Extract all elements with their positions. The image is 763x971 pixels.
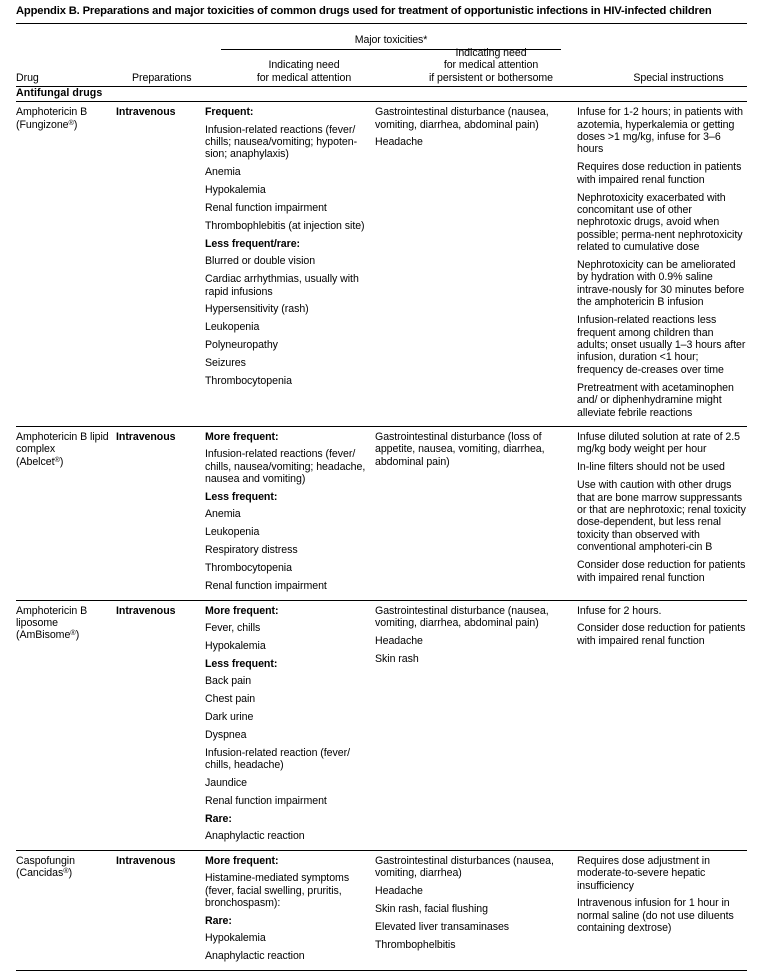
drug-table xyxy=(16,102,747,970)
toxicity-medical-item: Polyneuropathy xyxy=(205,339,278,352)
column-header-toxicity-medical-attention: Indicating need for medical attention xyxy=(256,59,352,84)
toxicity-medical-item: Dark urine xyxy=(205,710,254,723)
drug-brand-name: (Fungizone®) xyxy=(16,117,78,131)
toxicity-medical-item: Anaphylactic reaction xyxy=(205,830,305,843)
cell-toxicity-medical-attention xyxy=(205,426,375,600)
special-instruction-item: Consider dose reduction for patients with impaired renal function xyxy=(577,622,746,647)
toxicity-medical-item: Less frequent/rare: xyxy=(205,237,301,250)
header-span-major-toxicities: Major toxicities* xyxy=(354,33,428,46)
toxicity-persistent-item: Elevated liver transaminases xyxy=(375,920,510,933)
toxicity-medical-item: Rare: xyxy=(205,812,232,825)
cell-toxicity-persistent xyxy=(375,102,577,426)
toxicity-persistent-item: Thrombophelbitis xyxy=(375,938,456,951)
toxicity-medical-item: More frequent: xyxy=(205,430,279,443)
toxicity-persistent-item: Gastrointestinal disturbance (nausea, vomiting, diarrhea, abdominal pain) xyxy=(375,106,549,131)
special-instruction-item: Nephrotoxicity can be ameliorated by hydration with 0.9% saline intrave-nously for 30 minutes before the amphotericin B infusion xyxy=(577,259,745,309)
toxicity-medical-item: Hypokalemia xyxy=(205,184,266,197)
cell-drug xyxy=(16,426,116,600)
drug-generic-name: Amphotericin B lipid complex xyxy=(16,430,109,456)
drug-generic-name: Amphotericin B xyxy=(16,106,88,119)
column-header-special-instructions: Special instructions xyxy=(633,72,724,84)
section-header-antifungal-drugs: Antifungal drugs xyxy=(16,87,103,100)
toxicity-medical-item: Respiratory distress xyxy=(205,544,298,557)
drug-brand-name: (Abelcet®) xyxy=(16,454,64,468)
toxicity-medical-item: More frequent: xyxy=(205,854,279,867)
cell-toxicity-medical-attention xyxy=(205,600,375,850)
toxicity-medical-item: Dyspnea xyxy=(205,728,247,741)
table-header xyxy=(16,24,747,86)
cell-preparations: Intravenous xyxy=(116,426,205,600)
special-instruction-item: Pretreatment with acetaminophen and/ or diphenhydramine might alleviate febrile reactions xyxy=(577,381,734,419)
cell-preparations: Intravenous xyxy=(116,102,205,426)
toxicity-persistent-item: Gastrointestinal disturbances (nausea, vomiting, diarrhea) xyxy=(375,854,554,880)
toxicity-medical-item: Hypersensitivity (rash) xyxy=(205,303,309,316)
special-instruction-item: Intravenous infusion for 1 hour in normal saline (do not use diluents containing dextrose) xyxy=(577,897,734,935)
cell-drug xyxy=(16,600,116,850)
toxicity-medical-item: Seizures xyxy=(205,357,246,370)
column-header-preparations: Preparations xyxy=(132,72,192,84)
drug-brand-name: (Cancidas®) xyxy=(16,865,73,880)
special-instruction-item: Infuse for 2 hours. xyxy=(577,604,662,617)
cell-toxicity-medical-attention xyxy=(205,102,375,426)
toxicity-medical-item: Renal function impairment xyxy=(205,580,327,593)
column-header-toxicity-persistent: Indicating need for medical attention if persistent or bothersome xyxy=(428,46,554,84)
registered-trademark-icon: ® xyxy=(68,117,74,127)
toxicity-medical-item: Anemia xyxy=(205,166,241,179)
registered-trademark-icon: ® xyxy=(70,628,76,638)
toxicity-persistent-item: Headache xyxy=(375,885,423,897)
toxicity-medical-item: More frequent: xyxy=(205,604,279,617)
registered-trademark-icon: ® xyxy=(63,865,69,875)
special-instruction-item: Infuse for 1-2 hours; in patients with azotemia, hyperkalemia or getting doses >1 mg/kg, infuse for 3–6 hours xyxy=(577,106,743,156)
cell-toxicity-persistent xyxy=(375,600,577,850)
toxicity-medical-item: Hypokalemia xyxy=(205,932,266,945)
special-instruction-item: Nephrotoxicity exacerbated with concomitant use of other nephrotoxic drugs, avoid when possible; perma-nent nephrotoxicity related to cumulative dose xyxy=(577,191,743,254)
toxicity-medical-item: Renal function impairment xyxy=(205,202,327,215)
toxicity-medical-item: Rare: xyxy=(205,914,232,927)
toxicity-medical-item: Jaundice xyxy=(205,777,248,790)
special-instruction-item: Requires dose reduction in patients with impaired renal function xyxy=(577,161,742,186)
drug-generic-name: Caspofungin xyxy=(16,854,75,867)
drug-generic-name: Amphotericin B liposome xyxy=(16,604,88,629)
toxicity-medical-item: Cardiac arrhythmias, usually with rapid infusions xyxy=(205,273,359,298)
toxicity-medical-item: Frequent: xyxy=(205,106,254,119)
special-instruction-item: In-line filters should not be used xyxy=(577,461,725,474)
cell-toxicity-persistent xyxy=(375,426,577,600)
toxicity-medical-item: Thrombocytopenia xyxy=(205,375,292,388)
column-header-drug: Drug xyxy=(16,72,39,84)
toxicity-medical-item: Anaphylactic reaction xyxy=(205,950,305,963)
special-instruction-item: Requires dose adjustment in moderate-to-severe hepatic insufficiency xyxy=(577,854,710,892)
toxicity-medical-item: Leukopenia xyxy=(205,321,260,334)
table-row xyxy=(16,426,747,600)
cell-toxicity-persistent xyxy=(375,850,577,970)
special-instruction-item: Consider dose reduction for patients with impaired renal function xyxy=(577,559,746,584)
cell-special-instructions xyxy=(577,600,747,850)
special-instruction-item: Use with caution with other drugs that are bone marrow suppressants or that are nephrotoxic; renal toxicity dose-dependent, but less renal toxicity than observed with conventional amphoteri-cin B xyxy=(577,479,746,554)
toxicity-medical-item: Fever, chills xyxy=(205,621,261,634)
page-title: Appendix B. Preparations and major toxicities of common drugs used for treatment of opportunistic infections in HIV-infected children xyxy=(16,5,712,17)
toxicity-medical-item: Back pain xyxy=(205,675,252,688)
cell-special-instructions xyxy=(577,426,747,600)
toxicity-medical-item: Histamine-mediated symptoms (fever, facial swelling, pruritis, bronchospasm): xyxy=(205,872,350,909)
table-row xyxy=(16,102,747,426)
toxicity-medical-item: Less frequent: xyxy=(205,491,278,504)
toxicity-medical-item: Chest pain xyxy=(205,693,256,706)
special-instruction-item: Infuse diluted solution at rate of 2.5 mg/kg body weight per hour xyxy=(577,430,741,456)
toxicity-persistent-item: Headache xyxy=(375,136,423,149)
toxicity-medical-item: Leukopenia xyxy=(205,526,260,539)
cell-special-instructions xyxy=(577,850,747,970)
cell-drug xyxy=(16,850,116,970)
toxicity-persistent-item: Gastrointestinal disturbance (nausea, vomiting, diarrhea, abdominal pain) xyxy=(375,604,549,629)
drug-table-body xyxy=(16,102,747,970)
toxicity-persistent-item: Gastrointestinal disturbance (loss of appetite, nausea, vomiting, diarrhea, abdominal pain) xyxy=(375,430,545,468)
toxicity-persistent-item: Headache xyxy=(375,634,423,647)
toxicity-medical-item: Infusion-related reaction (fever/ chills, headache) xyxy=(205,746,350,772)
toxicity-persistent-item: Skin rash, facial flushing xyxy=(375,902,488,915)
table-row xyxy=(16,600,747,850)
toxicity-medical-item: Infusion-related reactions (fever/ chills; nausea/vomiting; hypoten-sion; anaphylaxis) xyxy=(205,123,358,161)
cell-special-instructions xyxy=(577,102,747,426)
cell-preparations: Intravenous xyxy=(116,850,205,970)
toxicity-medical-item: Thrombocytopenia xyxy=(205,562,292,575)
toxicity-medical-item: Renal function impairment xyxy=(205,794,327,807)
toxicity-medical-item: Less frequent: xyxy=(205,657,278,670)
toxicity-medical-item: Infusion-related reactions (fever/ chills, nausea/vomiting; headache, nausea and vomiting) xyxy=(205,448,366,486)
cell-toxicity-medical-attention xyxy=(205,850,375,970)
toxicity-medical-item: Blurred or double vision xyxy=(205,255,316,268)
special-instruction-item: Infusion-related reactions less frequent among children than adults; onset usually 1–3 hours after infusion, duration <1 hour; frequency de-creases over time xyxy=(577,314,746,376)
toxicity-persistent-item: Skin rash xyxy=(375,652,419,665)
cell-drug xyxy=(16,102,116,426)
toxicity-medical-item: Hypokalemia xyxy=(205,639,266,652)
drug-brand-name: (AmBisome®) xyxy=(16,628,80,642)
registered-trademark-icon: ® xyxy=(54,454,60,464)
toxicity-medical-item: Thrombophlebitis (at injection site) xyxy=(205,219,365,232)
table-row xyxy=(16,850,747,970)
cell-preparations: Intravenous xyxy=(116,600,205,850)
toxicity-medical-item: Anemia xyxy=(205,508,241,521)
